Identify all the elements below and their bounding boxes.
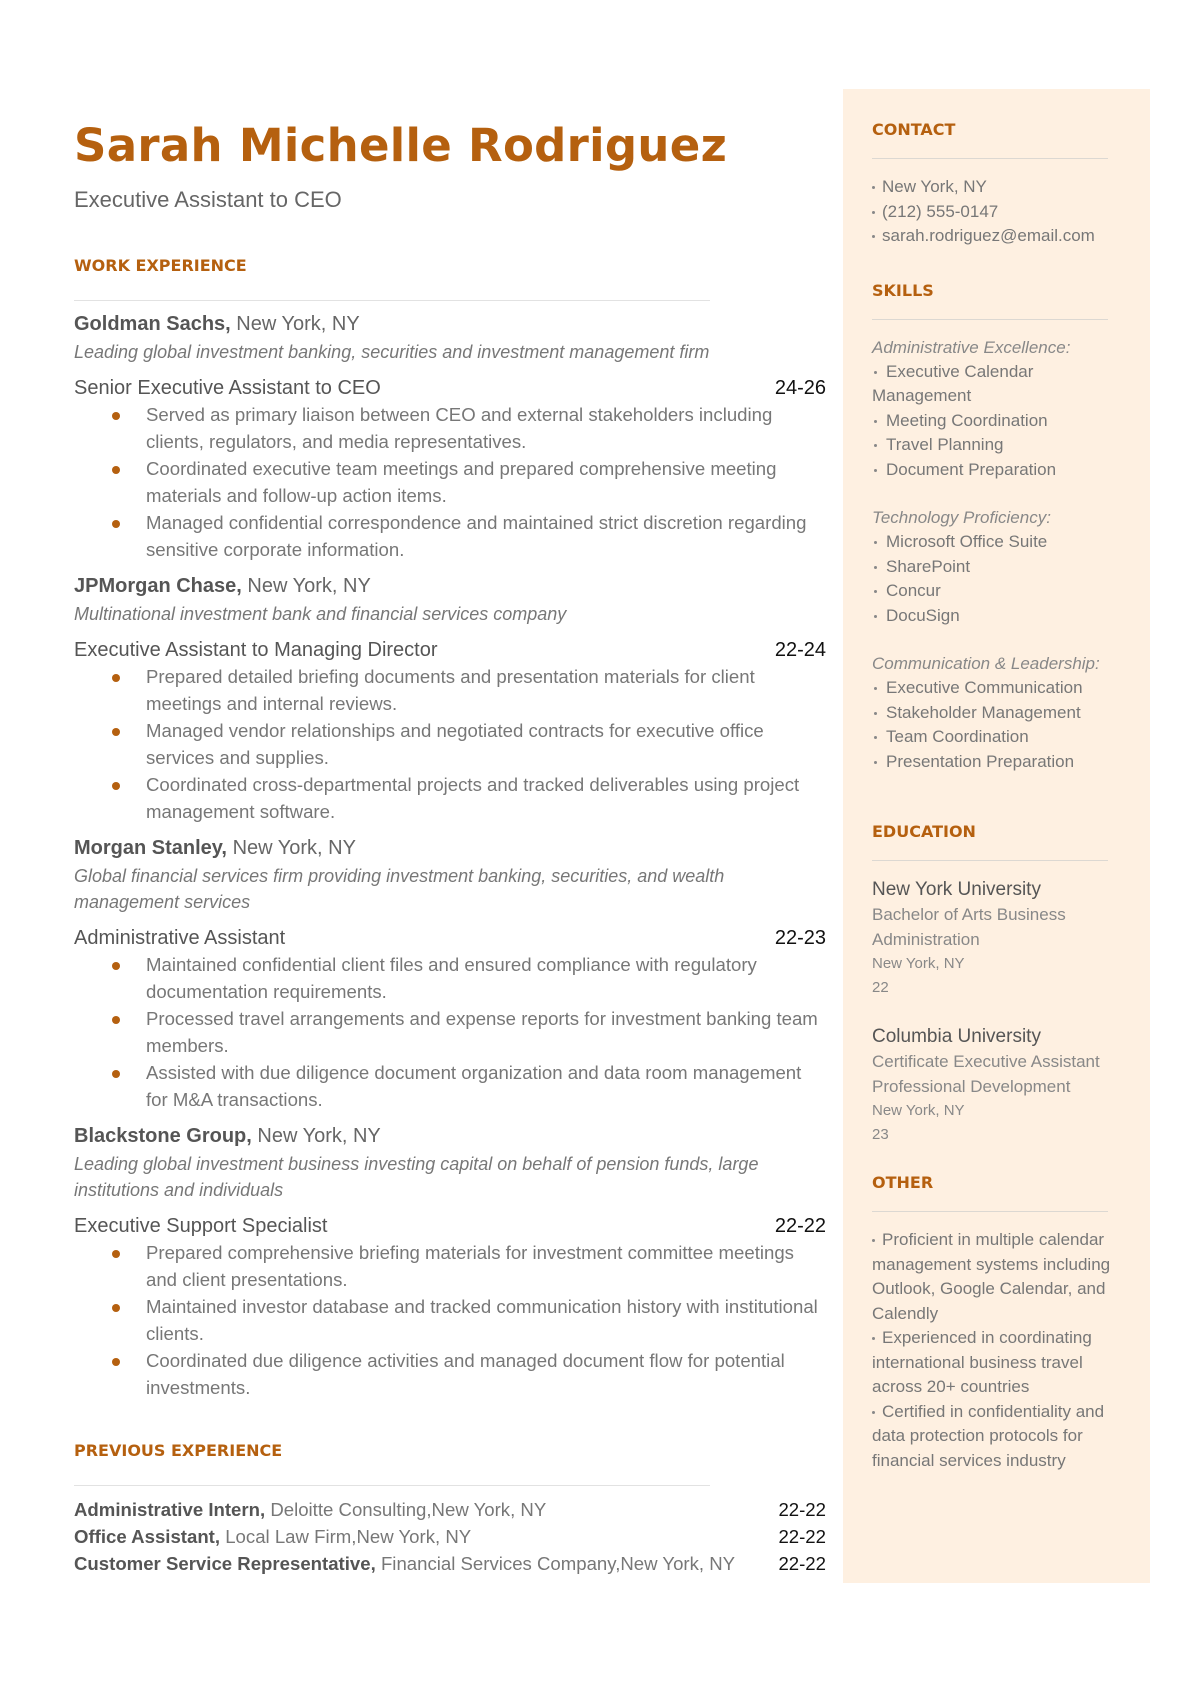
bullet-dot-icon	[112, 466, 120, 474]
education-list	[872, 877, 1118, 1147]
bullet-dot-icon	[872, 1411, 875, 1414]
education-location: New York, NY	[872, 1102, 965, 1119]
previous-experience-row	[74, 1496, 826, 1523]
job-dates: 24-26	[774, 377, 826, 399]
bullet-dot-icon	[874, 469, 877, 472]
bullet-text: Prepared detailed briefing documents and presentation materials for client meetings and internal reviews.	[146, 666, 755, 714]
company-location: New York, NY	[247, 575, 371, 597]
skill-item	[872, 604, 1118, 629]
company-location: New York, NY	[257, 1125, 381, 1147]
skill-item	[872, 360, 1118, 409]
previous-experience-list	[74, 1496, 826, 1577]
bullet-dot-icon	[874, 420, 877, 423]
role-row	[74, 375, 826, 401]
role-row	[74, 1213, 826, 1239]
skill-text: Document Preparation	[886, 459, 1057, 479]
skill-category-label: Administrative Excellence:	[872, 337, 1071, 357]
job-dates: 22-22	[774, 1215, 826, 1237]
bullet-dot-icon	[112, 1016, 120, 1024]
candidate-name: Sarah Michelle Rodriguez	[74, 119, 728, 172]
bullet-text: Assisted with due diligence document organization and data room management for M&A transactions.	[146, 1062, 802, 1110]
job-entry	[74, 835, 826, 1113]
company-line	[74, 835, 826, 861]
skill-category-label: Communication & Leadership:	[872, 654, 1100, 673]
role-row	[74, 925, 826, 951]
education-entry	[872, 1024, 1118, 1147]
skill-item	[872, 579, 1118, 604]
bullet-dot-icon	[112, 1304, 120, 1312]
job-bullets	[74, 951, 826, 1113]
previous-dates: 22-22	[778, 1499, 826, 1520]
other-text: Proficient in multiple calendar management systems including Outlook, Google Calendar, and Calendly	[872, 1230, 1111, 1323]
skill-item	[872, 458, 1118, 483]
skill-text: Stakeholder Management	[886, 702, 1081, 722]
other-item	[872, 1326, 1118, 1400]
bullet-text: Served as primary liaison between CEO and external stakeholders including clients, regulators, and media representatives.	[146, 404, 773, 452]
bullet-dot-icon	[872, 186, 875, 189]
skills-heading: SKILLS	[872, 280, 934, 300]
bullet-dot-icon	[112, 1070, 120, 1078]
company-description: Global financial services firm providing investment banking, securities, and wealth management services	[74, 866, 725, 912]
contact-text: (212) 555-0147	[882, 201, 999, 221]
skill-item	[872, 725, 1118, 750]
bullet-item	[146, 1347, 826, 1401]
previous-role: Office Assistant,	[74, 1526, 221, 1547]
previous-experience-row	[74, 1523, 826, 1550]
other-text: Certified in confidentiality and data protection protocols for financial services industry	[872, 1401, 1105, 1470]
company-description: Multinational investment bank and financial services company	[74, 604, 567, 624]
candidate-title: Executive Assistant to CEO	[74, 187, 342, 212]
job-entry	[74, 311, 826, 563]
skills-list	[872, 336, 1118, 775]
skill-text: SharePoint	[886, 556, 971, 576]
bullet-dot-icon	[872, 1337, 875, 1340]
bullet-item	[146, 1239, 826, 1293]
company-name: Goldman Sachs,	[74, 313, 231, 335]
company-description: Leading global investment business investing capital on behalf of pension funds, large institutions and individuals	[74, 1154, 759, 1200]
bullet-text: Coordinated cross-departmental projects and tracked deliverables using project management software.	[146, 774, 800, 822]
bullet-text: Managed confidential correspondence and maintained strict discretion regarding sensitive corporate information.	[146, 512, 807, 560]
education-degree: Bachelor of Arts Business Administration	[872, 905, 1066, 949]
company-location: New York, NY	[232, 837, 356, 859]
other-text: Experienced in coordinating international business travel across 20+ countries	[872, 1328, 1092, 1396]
job-bullets	[74, 1239, 826, 1401]
bullet-dot-icon	[874, 371, 877, 374]
main-column	[74, 118, 826, 1577]
bullet-text: Maintained confidential client files and ensured compliance with regulatory documentation requirements.	[146, 954, 757, 1002]
company-description: Leading global investment banking, securities and investment management firm	[74, 342, 710, 362]
company-line	[74, 573, 826, 599]
section-divider	[872, 1211, 1108, 1212]
previous-experience-heading: PREVIOUS EXPERIENCE	[74, 1441, 283, 1460]
education-school: Columbia University	[872, 1026, 1041, 1047]
skill-item	[872, 433, 1118, 458]
bullet-dot-icon	[874, 590, 877, 593]
education-year: 22	[872, 979, 889, 996]
contact-text: New York, NY	[882, 177, 987, 196]
skill-item	[872, 676, 1118, 701]
bullet-text: Maintained investor database and tracked communication history with institutional clients.	[146, 1296, 818, 1344]
bullet-text: Managed vendor relationships and negotiated contracts for executive office services and supplies.	[146, 720, 764, 768]
spacer	[872, 482, 1118, 506]
skill-item	[872, 555, 1118, 580]
bullet-text: Coordinated executive team meetings and prepared comprehensive meeting materials and follow-up action items.	[146, 458, 777, 506]
bullet-dot-icon	[874, 566, 877, 569]
bullet-item	[146, 455, 826, 509]
previous-role-line	[74, 1496, 546, 1523]
bullet-text: Prepared comprehensive briefing materials for investment committee meetings and client presentations.	[146, 1242, 794, 1290]
skill-item	[872, 701, 1118, 726]
bullet-item	[146, 401, 826, 455]
bullet-item	[146, 663, 826, 717]
previous-role: Customer Service Representative,	[74, 1553, 376, 1574]
role-row	[74, 637, 826, 663]
bullet-dot-icon	[112, 412, 120, 420]
other-list	[872, 1228, 1118, 1473]
section-divider	[74, 300, 710, 301]
bullet-dot-icon	[872, 1239, 875, 1242]
bullet-dot-icon	[112, 728, 120, 736]
job-bullets	[74, 663, 826, 825]
education-heading: EDUCATION	[872, 822, 976, 841]
skill-text: Executive Communication	[886, 678, 1083, 697]
bullet-dot-icon	[872, 211, 875, 214]
other-item	[872, 1228, 1118, 1326]
section-divider	[872, 860, 1108, 861]
spacer	[872, 628, 1118, 652]
bullet-item	[146, 951, 826, 1005]
job-list	[74, 311, 826, 1401]
education-entry	[872, 877, 1118, 1000]
contact-heading: CONTACT	[872, 120, 956, 139]
skill-text: Executive Calendar Management	[872, 361, 1034, 405]
bullet-item	[146, 509, 826, 563]
job-role: Administrative Assistant	[74, 927, 286, 949]
job-bullets	[74, 401, 826, 563]
education-degree: Certificate Executive Assistant Professional Development	[872, 1052, 1100, 1096]
contact-text: sarah.rodriguez@email.com	[882, 226, 1095, 245]
skill-text: Concur	[886, 581, 941, 600]
job-dates: 22-24	[774, 639, 826, 661]
bullet-dot-icon	[112, 782, 120, 790]
bullet-item	[146, 1005, 826, 1059]
previous-dates: 22-22	[778, 1526, 826, 1547]
bullet-dot-icon	[874, 736, 877, 739]
bullet-item	[146, 717, 826, 771]
bullet-dot-icon	[874, 687, 877, 690]
section-divider	[872, 319, 1108, 320]
bullet-dot-icon	[112, 1358, 120, 1366]
company-location: New York, NY	[236, 313, 360, 335]
bullet-dot-icon	[112, 962, 120, 970]
job-entry	[74, 573, 826, 825]
bullet-dot-icon	[874, 615, 877, 618]
previous-role: Administrative Intern,	[74, 1499, 266, 1520]
bullet-text: Coordinated due diligence activities and managed document flow for potential investments.	[146, 1350, 785, 1398]
bullet-dot-icon	[112, 674, 120, 682]
bullet-dot-icon	[872, 235, 875, 238]
bullet-dot-icon	[874, 444, 877, 447]
bullet-item	[146, 771, 826, 825]
job-role: Executive Support Specialist	[74, 1215, 328, 1237]
contact-phone[interactable]	[872, 200, 1118, 225]
bullet-dot-icon	[112, 520, 120, 528]
skill-category-label: Technology Proficiency:	[872, 508, 1051, 527]
skill-text: Microsoft Office Suite	[886, 532, 1048, 551]
skill-text: Travel Planning	[886, 435, 1004, 454]
skill-item	[872, 750, 1118, 775]
previous-role-line	[74, 1550, 735, 1577]
skill-text: Team Coordination	[886, 727, 1029, 746]
education-school: New York University	[872, 879, 1041, 900]
other-heading: OTHER	[872, 1173, 934, 1192]
bullet-dot-icon	[874, 712, 877, 715]
work-experience-heading: WORK EXPERIENCE	[74, 256, 247, 275]
skill-text: DocuSign	[886, 605, 960, 625]
previous-dates: 22-22	[778, 1553, 826, 1574]
company-line	[74, 1123, 826, 1149]
company-name: JPMorgan Chase,	[74, 575, 242, 597]
education-location: New York, NY	[872, 955, 965, 972]
skill-text: Presentation Preparation	[886, 751, 1075, 771]
previous-org: Local Law Firm,New York, NY	[225, 1526, 472, 1547]
section-divider	[74, 1485, 710, 1486]
company-name: Blackstone Group,	[74, 1125, 252, 1147]
contact-email[interactable]	[872, 224, 1118, 249]
job-role: Senior Executive Assistant to CEO	[74, 377, 381, 399]
contact-list	[872, 175, 1118, 249]
company-name: Morgan Stanley,	[74, 837, 227, 859]
skill-text: Meeting Coordination	[886, 410, 1048, 430]
bullet-dot-icon	[112, 1250, 120, 1258]
previous-experience-row	[74, 1550, 826, 1577]
education-year: 23	[872, 1126, 889, 1143]
skill-item	[872, 409, 1118, 434]
company-line	[74, 311, 826, 337]
other-item	[872, 1400, 1118, 1474]
job-dates: 22-23	[774, 927, 826, 949]
previous-role-line	[74, 1523, 471, 1550]
previous-org: Deloitte Consulting,New York, NY	[270, 1499, 547, 1520]
job-role: Executive Assistant to Managing Director	[74, 639, 438, 661]
bullet-item	[146, 1059, 826, 1113]
bullet-dot-icon	[874, 541, 877, 544]
bullet-item	[146, 1293, 826, 1347]
job-entry	[74, 1123, 826, 1401]
previous-org: Financial Services Company,New York, NY	[380, 1553, 736, 1574]
section-divider	[872, 158, 1108, 159]
sidebar	[843, 89, 1150, 1583]
bullet-text: Processed travel arrangements and expense reports for investment banking team members.	[146, 1008, 818, 1056]
skill-item	[872, 530, 1118, 555]
contact-location	[872, 175, 1118, 200]
bullet-dot-icon	[874, 761, 877, 764]
